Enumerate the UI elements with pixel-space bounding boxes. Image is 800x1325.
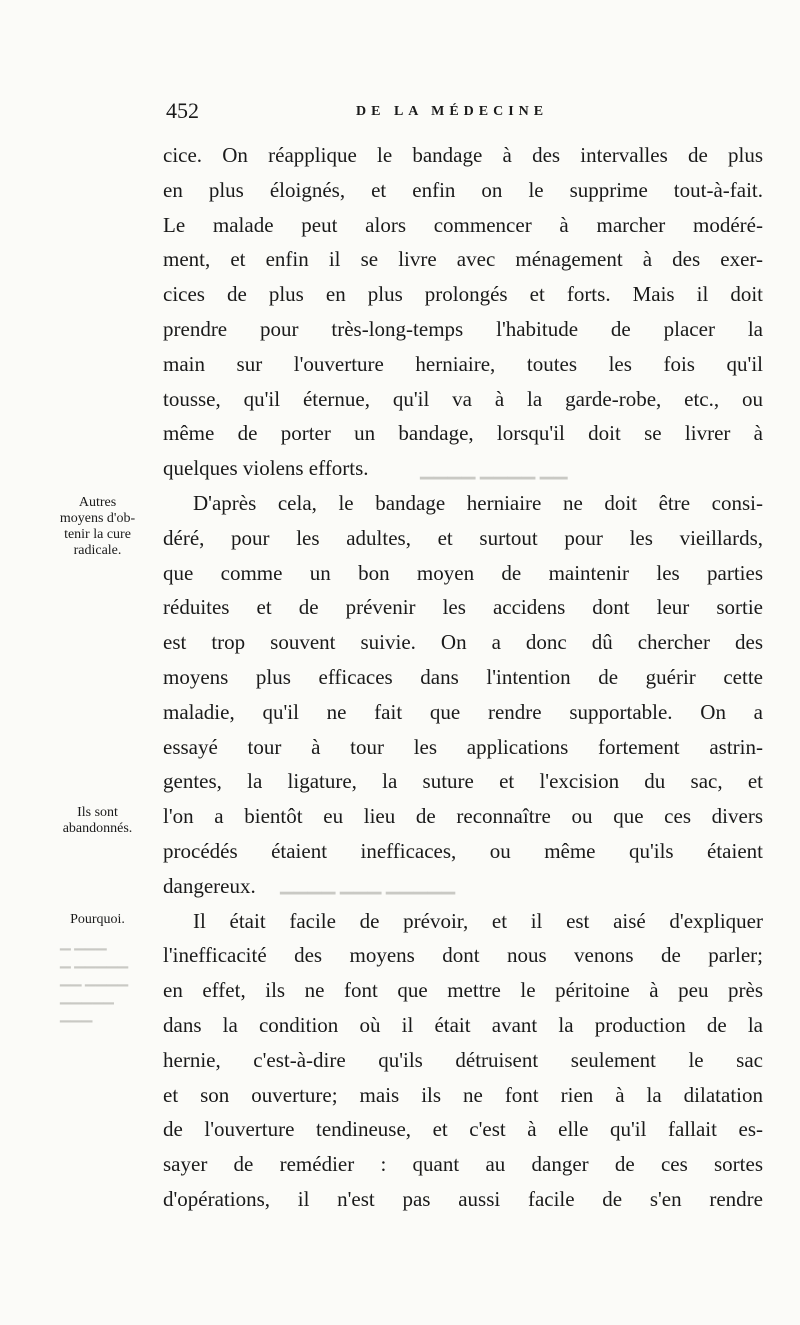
text-line: même de porter un bandage, lorsqu'il doit se livrer à [163, 421, 763, 446]
text-line: dangereux. [163, 873, 256, 898]
text-line: l'inefficacité des moyens dont nous venons de parler; [163, 943, 763, 968]
show-through-texture: ▁▁▁▁▁ ▁▁▁ ▁▁▁▁ [280, 874, 456, 894]
text-line: réduites et de prévenir les accidens dont leur sortie [163, 595, 763, 620]
text-line: D'après cela, le bandage herniaire ne doit être consi- [193, 490, 763, 515]
text-line: en effet, ils ne font que mettre le péritoine à peu près [163, 978, 763, 1003]
text-line: moyens plus efficaces dans l'intention de guérir cette [163, 664, 763, 689]
text-line: main sur l'ouverture herniaire, toutes les fois qu'il [163, 351, 763, 376]
text-line: procédés étaient inefficaces, ou même qu'ils étaient [163, 838, 763, 863]
text-line: est trop souvent suivie. On a donc dû chercher des [163, 630, 763, 655]
text-line: d'opérations, il n'est pas aussi facile de s'en rendre [163, 1186, 763, 1211]
page-header [166, 98, 766, 128]
text-line: hernie, c'est-à-dire qu'ils détruisent seulement le sac [163, 1047, 763, 1072]
show-through-texture: ▁▁▁ ▁ ▁▁▁▁▁ ▁ ▁▁▁▁ ▁▁ ▁▁▁▁▁ ▁▁▁ [60, 936, 129, 1023]
text-line: en plus éloignés, et enfin on le supprime tout-à-fait. [163, 177, 763, 202]
text-line: essayé tour à tour les applications fortement astrin- [163, 734, 763, 759]
margin-note-line: Pourquoi. [70, 912, 125, 927]
text-line: sayer de remédier : quant au danger de ces sortes [163, 1152, 763, 1177]
page-number: 452 [166, 98, 199, 123]
margin-note-line: Ils sont [77, 805, 118, 820]
margin-note-line: abandonnés. [62, 821, 133, 836]
margin-note-autres-moyens [40, 495, 155, 559]
margin-note-line: moyens d'ob- [59, 511, 136, 526]
text-line: l'on a bientôt eu lieu de reconnaître ou que ces divers [163, 804, 763, 829]
text-line: Il était facile de prévoir, et il est aisé d'expliquer [193, 908, 763, 933]
text-line: de l'ouverture tendineuse, et c'est à elle qu'il fallait es- [163, 1117, 763, 1142]
margin-note-pourquoi [40, 912, 155, 928]
text-line: gentes, la ligature, la suture et l'excision du sac, et [163, 769, 763, 794]
text-line: maladie, qu'il ne fait que rendre supportable. On a [163, 699, 763, 724]
text-line: dans la condition où il était avant la production de la [163, 1012, 763, 1037]
running-title: DE LA MÉDECINE [356, 104, 549, 119]
text-line: prendre pour très-long-temps l'habitude de placer la [163, 316, 763, 341]
margin-note-line: tenir la cure [64, 527, 131, 542]
margin-note-line: Autres [78, 495, 117, 510]
text-line: tousse, qu'il éternue, qu'il va à la garde-robe, etc., ou [163, 386, 763, 411]
text-line: déré, pour les adultes, et surtout pour les vieillards, [163, 525, 763, 550]
text-line: ment, et enfin il se livre avec ménagement à des exer- [163, 247, 763, 272]
text-line: que comme un bon moyen de maintenir les parties [163, 560, 763, 585]
text-line: cices de plus en plus prolongés et forts. Mais il doit [163, 282, 763, 307]
text-line: et son ouverture; mais ils ne font rien à la dilatation [163, 1082, 763, 1107]
margin-note-line: radicale. [73, 543, 122, 558]
body-text [163, 138, 763, 1217]
text-line: Le malade peut alors commencer à marcher modéré- [163, 212, 763, 237]
show-through-texture: ▁▁ ▁▁▁▁ ▁▁▁▁ [420, 459, 568, 479]
text-line: quelques violens efforts. [163, 456, 369, 481]
margin-note-abandonnes [40, 805, 155, 837]
text-line: cice. On réapplique le bandage à des intervalles de plus [163, 143, 763, 167]
